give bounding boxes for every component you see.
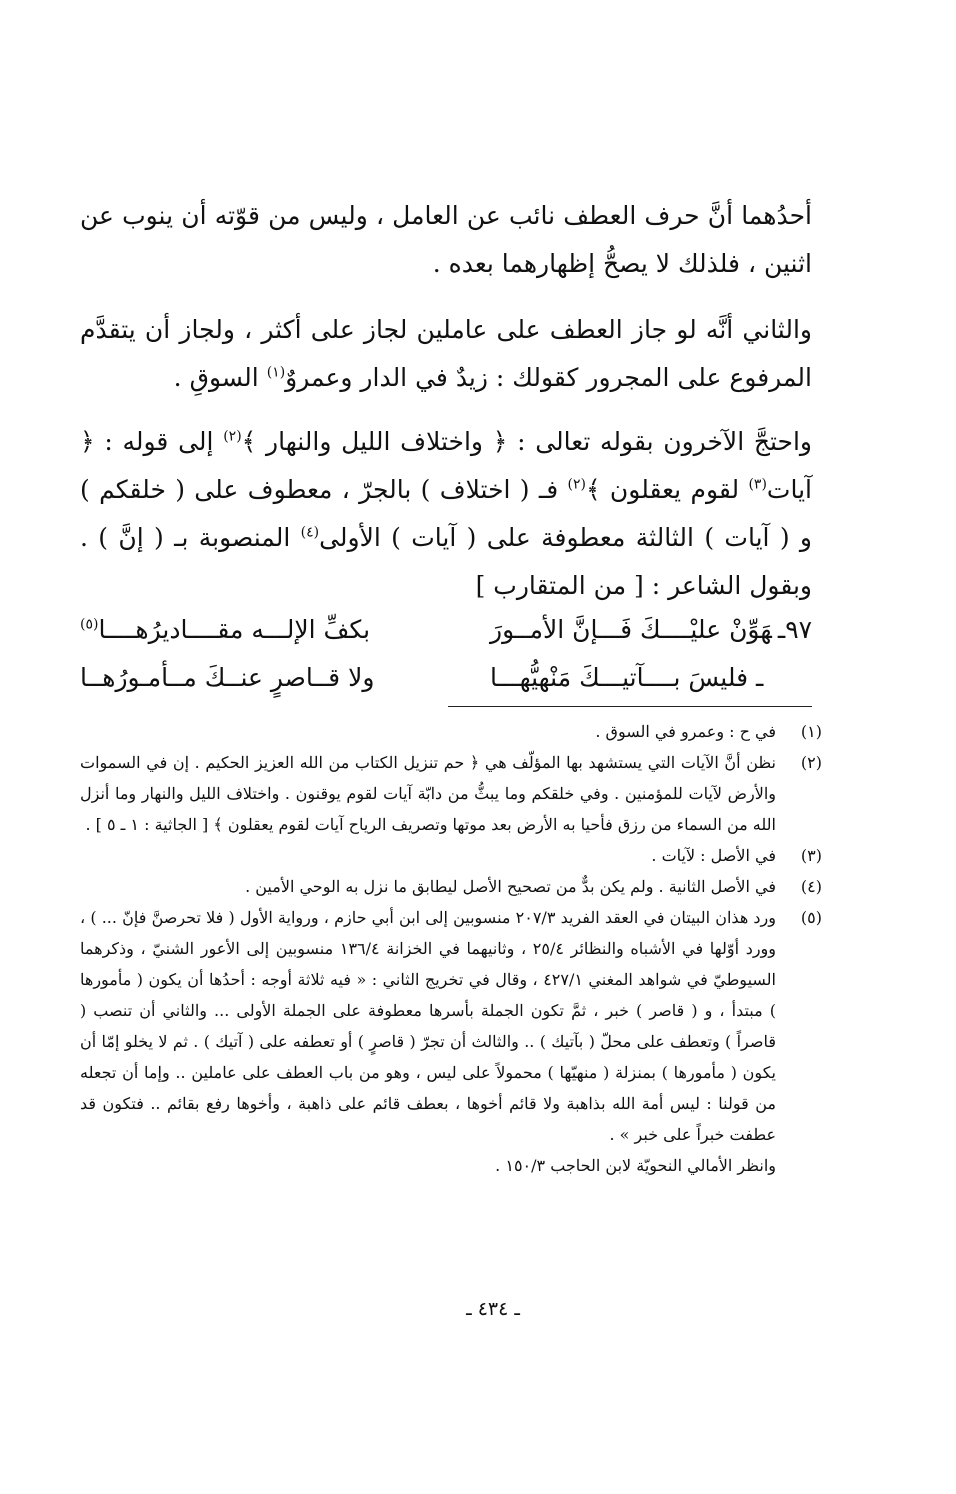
poetry-verse <box>80 606 820 702</box>
footnote-text: في الأصل : لآيات . <box>651 846 776 865</box>
footnotes <box>80 716 822 1181</box>
verse-second-hemistich <box>80 606 430 654</box>
verse-first-hemistich <box>490 606 820 654</box>
page-number-text: ـ ٤٣٤ ـ <box>466 1298 520 1320</box>
paragraph-second-argument <box>80 306 812 402</box>
paragraph-text: والثاني أنَّه لو جاز العطف على عاملين لجاز على أكثر ، ولجاز أن يتقدَّم المرفوع على المجرور كقولك : زيدٌ في الدار وعمروٌ <box>80 315 812 392</box>
hemistich-text: بكفِّ الإلـــه مقــــاديرُهــــا <box>98 615 371 644</box>
paragraph-text: المنصوبة بـ ( إنَّ ) . وبقول الشاعر : [ من المتقارب ] <box>80 523 812 600</box>
footnote-ref[interactable]: (٥) <box>80 616 99 633</box>
verse-first-hemistich: ـ فليسَ بــــآتيـــكَ مَنْهيُّهـــا <box>490 663 764 692</box>
footnote-text: نظن أنَّ الآيات التي يستشهد بها المؤلّف هي ﴿ حم تنزيل الكتاب من الله العزيز الحكيم . إن في السموات والأرض لآيات للمؤمنين . وفي خلقكم وما يبثُّ من دابّة آيات لقوم يوقنون . واختلاف الليل والنهار وما أنزل الله من السماء من رزق فأحيا به الأرض بعد موتها وتصريف الرياح آيات لقوم يعقلون ﴾ [ الجاثية : ١ ـ ٥ ] . <box>80 753 776 834</box>
paragraph-first-argument <box>80 192 812 288</box>
paragraph-counter-argument <box>80 418 812 610</box>
footnote-1 <box>80 716 822 747</box>
verse-second-hemistich: ولا قــاصرٍ عنــكَ مــأمـورُهــا <box>80 663 375 692</box>
paragraph-text: إلى قوله : ﴿ آيات <box>80 427 812 504</box>
footnote-ref[interactable]: (٢) <box>567 476 586 493</box>
footnote-ref[interactable]: (٤) <box>300 524 320 541</box>
paragraph-text: واحتجَّ الآخرون بقوله تعالى : ﴿ واختلاف الليل والنهار ﴾ <box>241 427 812 456</box>
paragraph-text: أحدُهما أنَّ حرف العطف نائب عن العامل ، وليس من قوّته أن ينوب عن اثنين ، فلذلك لا يصحُّ إظهارهما بعده . <box>80 201 812 278</box>
footnote-ref[interactable]: (٣) <box>748 476 767 493</box>
footnote-5 <box>80 902 822 1150</box>
verse-number: ٩٧ـ <box>777 615 813 644</box>
footnote-number: (٢) <box>800 753 822 772</box>
footnote-number: (١) <box>800 722 822 741</box>
footnote-text: ورد هذان البيتان في العقد الفريد ٢٠٧/٣ منسوبين إلى ابن أبي حازم ، ورواية الأول ( فلا تحرصنَّ فإنّ ... ) ، وورد أوّلها في الأشباه والنظائر ٢٥/٤ ، وثانيهما في الخزانة ١٣٦/٤ منسوبين إلى الأعور الشنيّ ، وذكرهما السيوطيّ في شواهد المغني ٤٢٧/١ ، وقال في تخريج الثاني : « فيه ثلاثة أوجه : أحدُها أن يكون ( مأمورها ) مبتدأ ، و ( قاصر ) خبر ، ثمَّ تكون الجملة بأسرها معطوفة على الجملة الأولى ... والثاني أن تنصب ( قاصراً ) وتعطف على محلّ ( بآتيك ) .. والثالث أن تجرّ ( قاصرٍ ) أو تعطفه على ( آتيك ) . ثم لا يخلو إمّا أن يكون ( مأمورها ) بمنزلة ( منهيّها ) محمولاً على ليس ، وهو من باب العطف على عاملين .. وإما أن تجعله من قولنا : ليس أمة الله بذاهبة ولا قائم أخوها ، بعطف قائم على ذاهبة ، وأخوها رفع بقائم .. فتكون قد عطفت خبراً على خبر » . <box>80 908 777 1144</box>
footnote-3 <box>80 840 822 871</box>
footnote-text: في الأصل الثانية . ولم يكن بدٌّ من تصحيح الأصل ليطابق ما نزل به الوحي الأمين . <box>245 877 776 896</box>
paragraph-text: فـ ( اختلاف ) بالجرّ ، معطوف على ( خلقكم ) و ( آيات ) الثالثة معطوفة على ( آيات ) الأولى <box>80 475 812 552</box>
footnote-2 <box>80 747 822 840</box>
footnote-text: في ح : وعمرو في السوق . <box>595 722 776 741</box>
page-number <box>0 1298 956 1320</box>
footnote-4 <box>80 871 822 902</box>
hemistich-text: هَوِّنْ عليْــــكَ فَـــإنَّ الأمــورَ <box>490 615 772 644</box>
paragraph-text: لقوم يعقلون ﴾ <box>585 475 749 504</box>
verse-line-1 <box>80 606 820 654</box>
paragraph-text: السوقِ . <box>173 363 267 392</box>
footnote-number: (٣) <box>800 846 822 865</box>
verse-line-2 <box>80 654 820 702</box>
footnote-separator <box>448 706 812 707</box>
footnote-number: (٤) <box>800 877 822 896</box>
footnote-number: (٥) <box>800 908 822 927</box>
footnote-5-extra: وانظر الأمالي النحويّة لابن الحاجب ١٥٠/٣ . <box>495 1156 776 1175</box>
footnote-ref[interactable]: (١) <box>266 364 286 381</box>
footnote-ref[interactable]: (٢) <box>223 428 242 445</box>
